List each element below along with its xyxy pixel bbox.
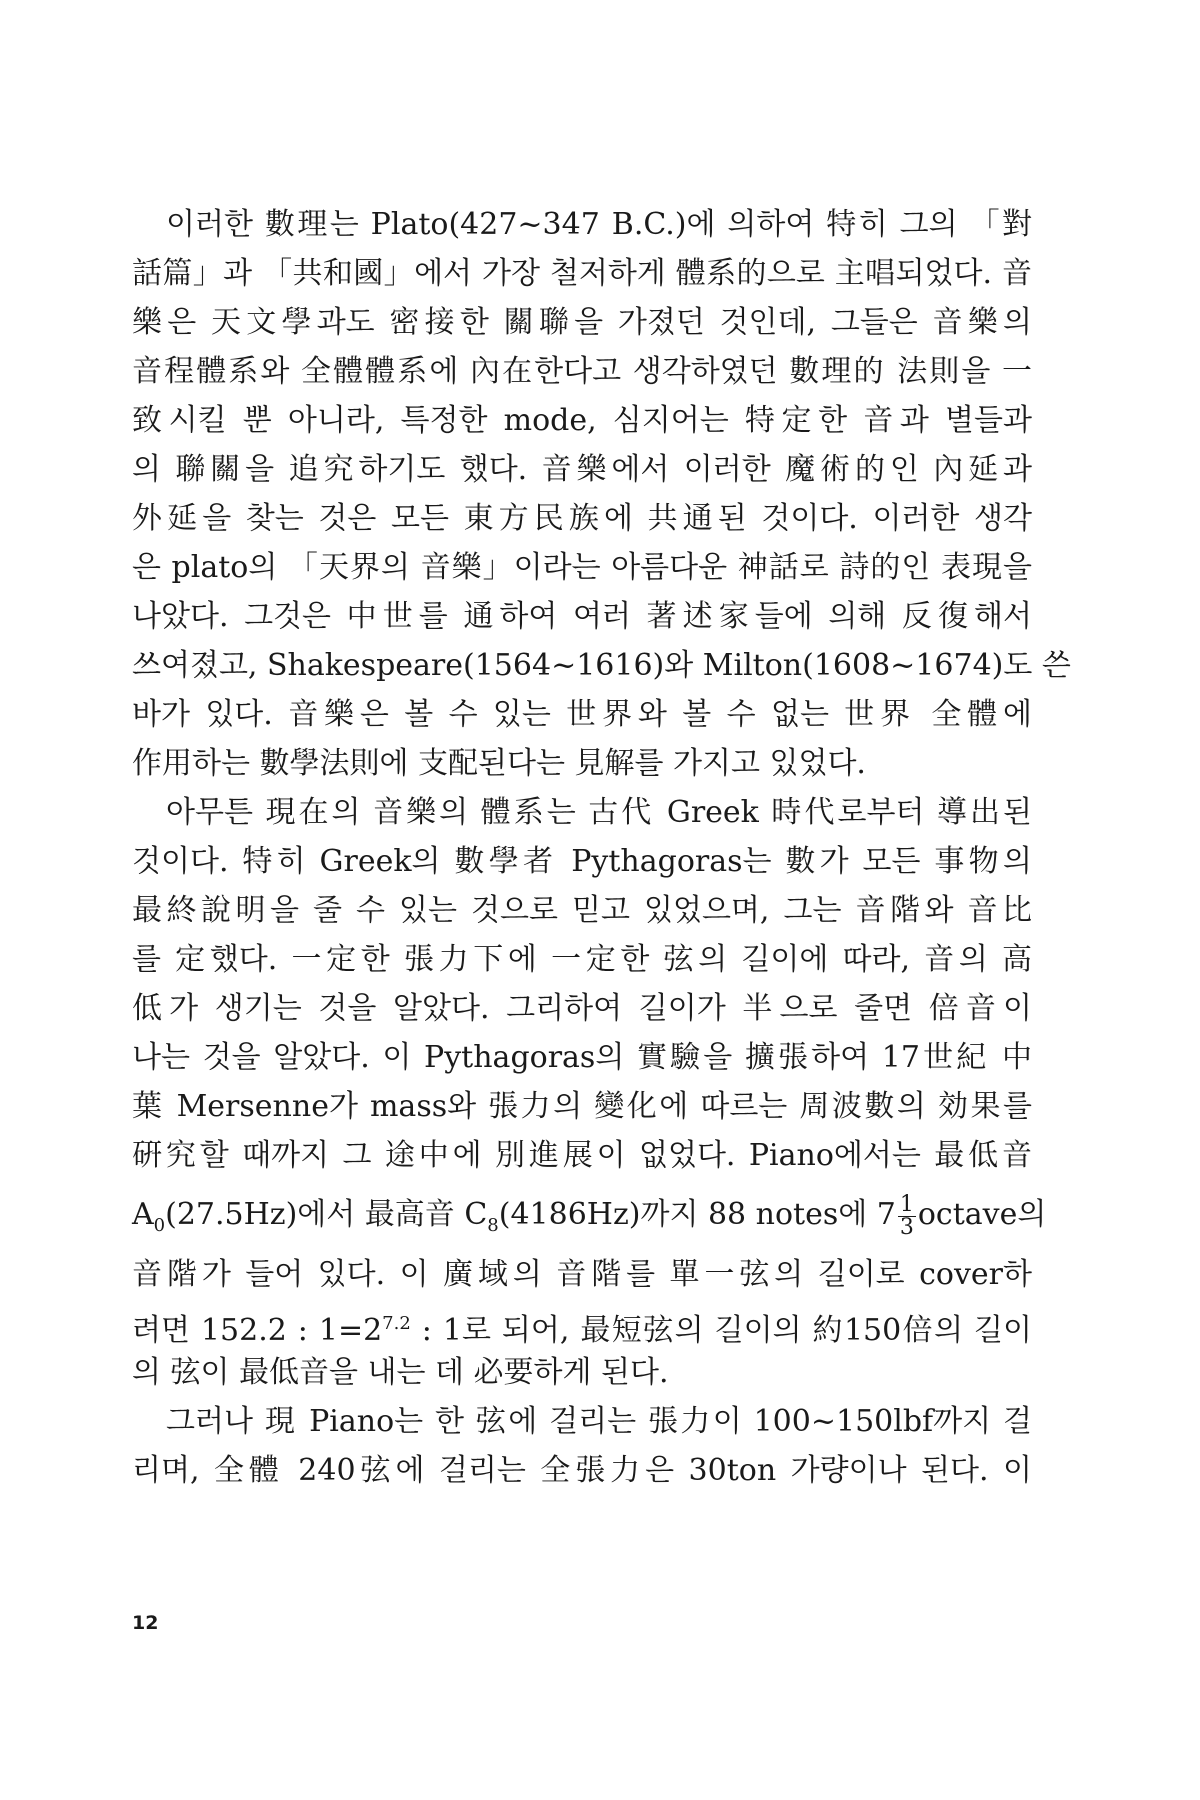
text-line: 그러나 現 Piano는 한 弦에 걸리는 張力이 100~150lbf까지 걸 xyxy=(166,1404,1032,1439)
text-line: 外延을 찾는 것은 모든 東方民族에 共通된 것이다. 이러한 생각 xyxy=(132,501,1032,536)
exponent-line xyxy=(132,1299,1032,1348)
a0-symbol: A xyxy=(132,1197,154,1232)
text-line: 의 聯關을 追究하기도 했다. 音樂에서 이러한 魔術的인 內延과 xyxy=(132,452,1032,487)
exp-suffix: : 1로 되어, 最短弦의 길이의 約150倍의 길이 xyxy=(410,1313,1032,1348)
formula-line xyxy=(132,1180,1047,1250)
text-line: 은 plato의 「天界의 音樂」이라는 아름다운 神話로 詩的인 表現을 xyxy=(132,550,1032,585)
text-line: 話篇」과 「共和國」에서 가장 철저하게 體系的으로 主唱되었다. 音 xyxy=(132,256,1032,291)
text-line: 音程體系와 全體體系에 內在한다고 생각하였던 數理的 法則을 一 xyxy=(132,354,1032,389)
body-text xyxy=(132,200,1071,1495)
page-number: 12 xyxy=(132,1612,159,1634)
fraction-numerator: 1 xyxy=(899,1191,914,1217)
text-line: 를 定했다. 一定한 張力下에 一定한 弦의 길이에 따라, 音의 高 xyxy=(132,942,1032,977)
fraction xyxy=(898,1191,916,1240)
a0-subscript: 0 xyxy=(153,1215,166,1236)
text-line: 樂은 天文學과도 密接한 關聯을 가졌던 것인데, 그들은 音樂의 xyxy=(132,305,1032,340)
text-line: 葉 Mersenne가 mass와 張力의 變化에 따르는 周波數의 効果를 xyxy=(132,1089,1032,1124)
text-line: 이러한 數理는 Plato(427~347 B.C.)에 의하여 特히 그의 「對 xyxy=(166,207,1032,242)
text-line: 아무튼 現在의 音樂의 體系는 古代 Greek 時代로부터 導出된 xyxy=(166,795,1032,830)
text-line: 音階가 들어 있다. 이 廣域의 音階를 單一弦의 길이로 cover하 xyxy=(132,1257,1032,1292)
text-line: 致시킬 뿐 아니라, 특정한 mode, 심지어는 特定한 音과 별들과 xyxy=(132,403,1032,438)
text-line: 作用하는 數學法則에 支配된다는 見解를 가지고 있었다. xyxy=(132,746,866,781)
formula-text: (4186Hz)까지 88 notes에 7 xyxy=(498,1197,896,1232)
text-line: 나는 것을 알았다. 이 Pythagoras의 實驗을 擴張하여 17世紀 中 xyxy=(132,1040,1032,1075)
text-line: 리며, 全體 240弦에 걸리는 全張力은 30ton 가량이나 된다. 이 xyxy=(132,1453,1032,1488)
fraction-denominator: 3 xyxy=(899,1214,914,1240)
text-line: 의 弦이 最低音을 내는 데 必要하게 된다. xyxy=(132,1355,669,1390)
text-line: 最終說明을 줄 수 있는 것으로 믿고 있었으며, 그는 音階와 音比 xyxy=(132,893,1032,928)
text-line: 低가 생기는 것을 알았다. 그리하여 길이가 半으로 줄면 倍音이 xyxy=(132,991,1032,1026)
text-line: 나았다. 그것은 中世를 通하여 여러 著述家들에 의해 反復해서 xyxy=(132,599,1032,634)
formula-text: (27.5Hz)에서 最高音 C xyxy=(165,1197,488,1232)
text-line: 바가 있다. 音樂은 볼 수 있는 世界와 볼 수 없는 世界 全體에 xyxy=(132,697,1032,732)
exponent: 7.2 xyxy=(382,1313,411,1334)
text-line: 쓰여졌고, Shakespeare(1564~1616)와 Milton(1608~1674)도 쓴 xyxy=(132,648,1071,683)
formula-text: octave의 xyxy=(917,1197,1047,1232)
text-line: 硏究할 때까지 그 途中에 別進展이 없었다. Piano에서는 最低音 xyxy=(132,1138,1032,1173)
text-line: 것이다. 特히 Greek의 數學者 Pythagoras는 數가 모든 事物의 xyxy=(132,844,1032,879)
c8-subscript: 8 xyxy=(487,1215,499,1236)
exp-prefix: 려면 152.2 : 1=2 xyxy=(132,1313,383,1348)
